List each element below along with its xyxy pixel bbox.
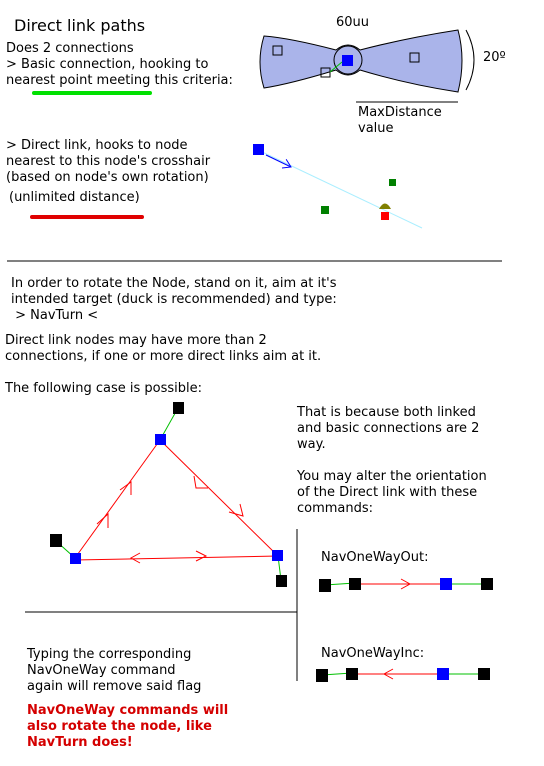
cmd-out-label: NavOneWayOut: (321, 550, 429, 565)
node-icon-green (321, 206, 329, 214)
triangle-example-diagram (50, 402, 287, 587)
duck-player-icon (379, 204, 391, 210)
direct-node-icon (253, 144, 264, 155)
right-note-line-4: You may alter the orientation (297, 469, 487, 484)
cmd-inc-label: NavOneWayInc: (321, 646, 425, 661)
basic-node-icon (50, 534, 62, 547)
intro-line-2: > Basic connection, hooking to (6, 57, 209, 72)
warning-line-3: NavTurn does! (27, 735, 133, 750)
rotate-line-1: In order to rotate the Node, stand on it, aim at it's (11, 276, 337, 291)
green-underline (32, 91, 152, 95)
angle-arc (466, 30, 474, 90)
basic-node-icon (316, 669, 328, 682)
rotate-line-2: intended target (duck is recommended) and type: (11, 292, 337, 307)
multi-line-2: connections, if one or more direct links aim at it. (5, 349, 322, 364)
intro-line-3: nearest point meeting this criteria: (6, 73, 233, 88)
warning-line-2: also rotate the node, like (27, 719, 212, 734)
intro-line-1: Does 2 connections (6, 41, 134, 56)
direct-node-icon (70, 553, 81, 564)
typing-note-line-1: Typing the corresponding (27, 647, 192, 662)
direct-link-line (75, 556, 278, 560)
direct-link-crosshair-diagram (253, 144, 422, 228)
basic-node-icon (173, 402, 184, 414)
direct-node-icon (437, 668, 449, 680)
direction-arrow (266, 155, 291, 167)
direction-chevron (196, 551, 206, 561)
target-node-icon (381, 212, 389, 220)
direct-link-line-3: (based on node's own rotation) (6, 170, 209, 185)
node-icon-green (389, 179, 396, 186)
basic-node-icon (349, 578, 361, 590)
direct-node-icon (155, 434, 166, 445)
maxdistance-label: MaxDistance (358, 105, 442, 120)
right-note-line-6: commands: (297, 501, 374, 516)
direction-chevron (194, 476, 208, 488)
angle-label: 20º (483, 50, 506, 65)
basic-node-icon (276, 575, 287, 587)
multi-line-1: Direct link nodes may have more than 2 (5, 333, 267, 348)
red-underline (30, 215, 144, 219)
warning-line-1: NavOneWay commands will (27, 703, 229, 718)
navonewayinc-diagram (316, 668, 490, 682)
direct-link-line-2: nearest to this node's crosshair (6, 154, 211, 169)
direct-link-line (75, 440, 160, 558)
direct-node-icon (272, 550, 283, 561)
direct-link-line-1: > Direct link, hooks to node (6, 138, 188, 153)
typing-note-line-3: again will remove said flag (27, 679, 202, 694)
right-note-line-2: and basic connections are 2 (297, 421, 480, 436)
page-title: Direct link paths (14, 16, 146, 35)
navonewayout-diagram (319, 578, 493, 592)
right-note-line-5: of the Direct link with these (297, 485, 478, 500)
basic-node-icon (346, 668, 358, 680)
case-label: The following case is possible: (5, 381, 203, 396)
center-node-icon (342, 55, 353, 66)
direction-chevron (131, 553, 140, 563)
distance-label: 60uu (336, 15, 370, 30)
basic-node-icon (481, 578, 493, 590)
basic-connection-area-diagram (260, 30, 474, 102)
crosshair-ray (258, 150, 422, 228)
rotate-line-3: > NavTurn < (11, 308, 99, 323)
direct-link-line (160, 440, 278, 556)
direct-node-icon (440, 578, 452, 590)
basic-node-icon (319, 579, 331, 592)
direct-link-line-4: (unlimited distance) (9, 190, 140, 205)
right-note-line-3: way. (297, 437, 326, 452)
right-note-line-1: That is because both linked (297, 405, 476, 420)
maxdistance-value-label: value (358, 121, 394, 136)
basic-node-icon (478, 668, 490, 680)
typing-note-line-2: NavOneWay command (27, 663, 176, 678)
